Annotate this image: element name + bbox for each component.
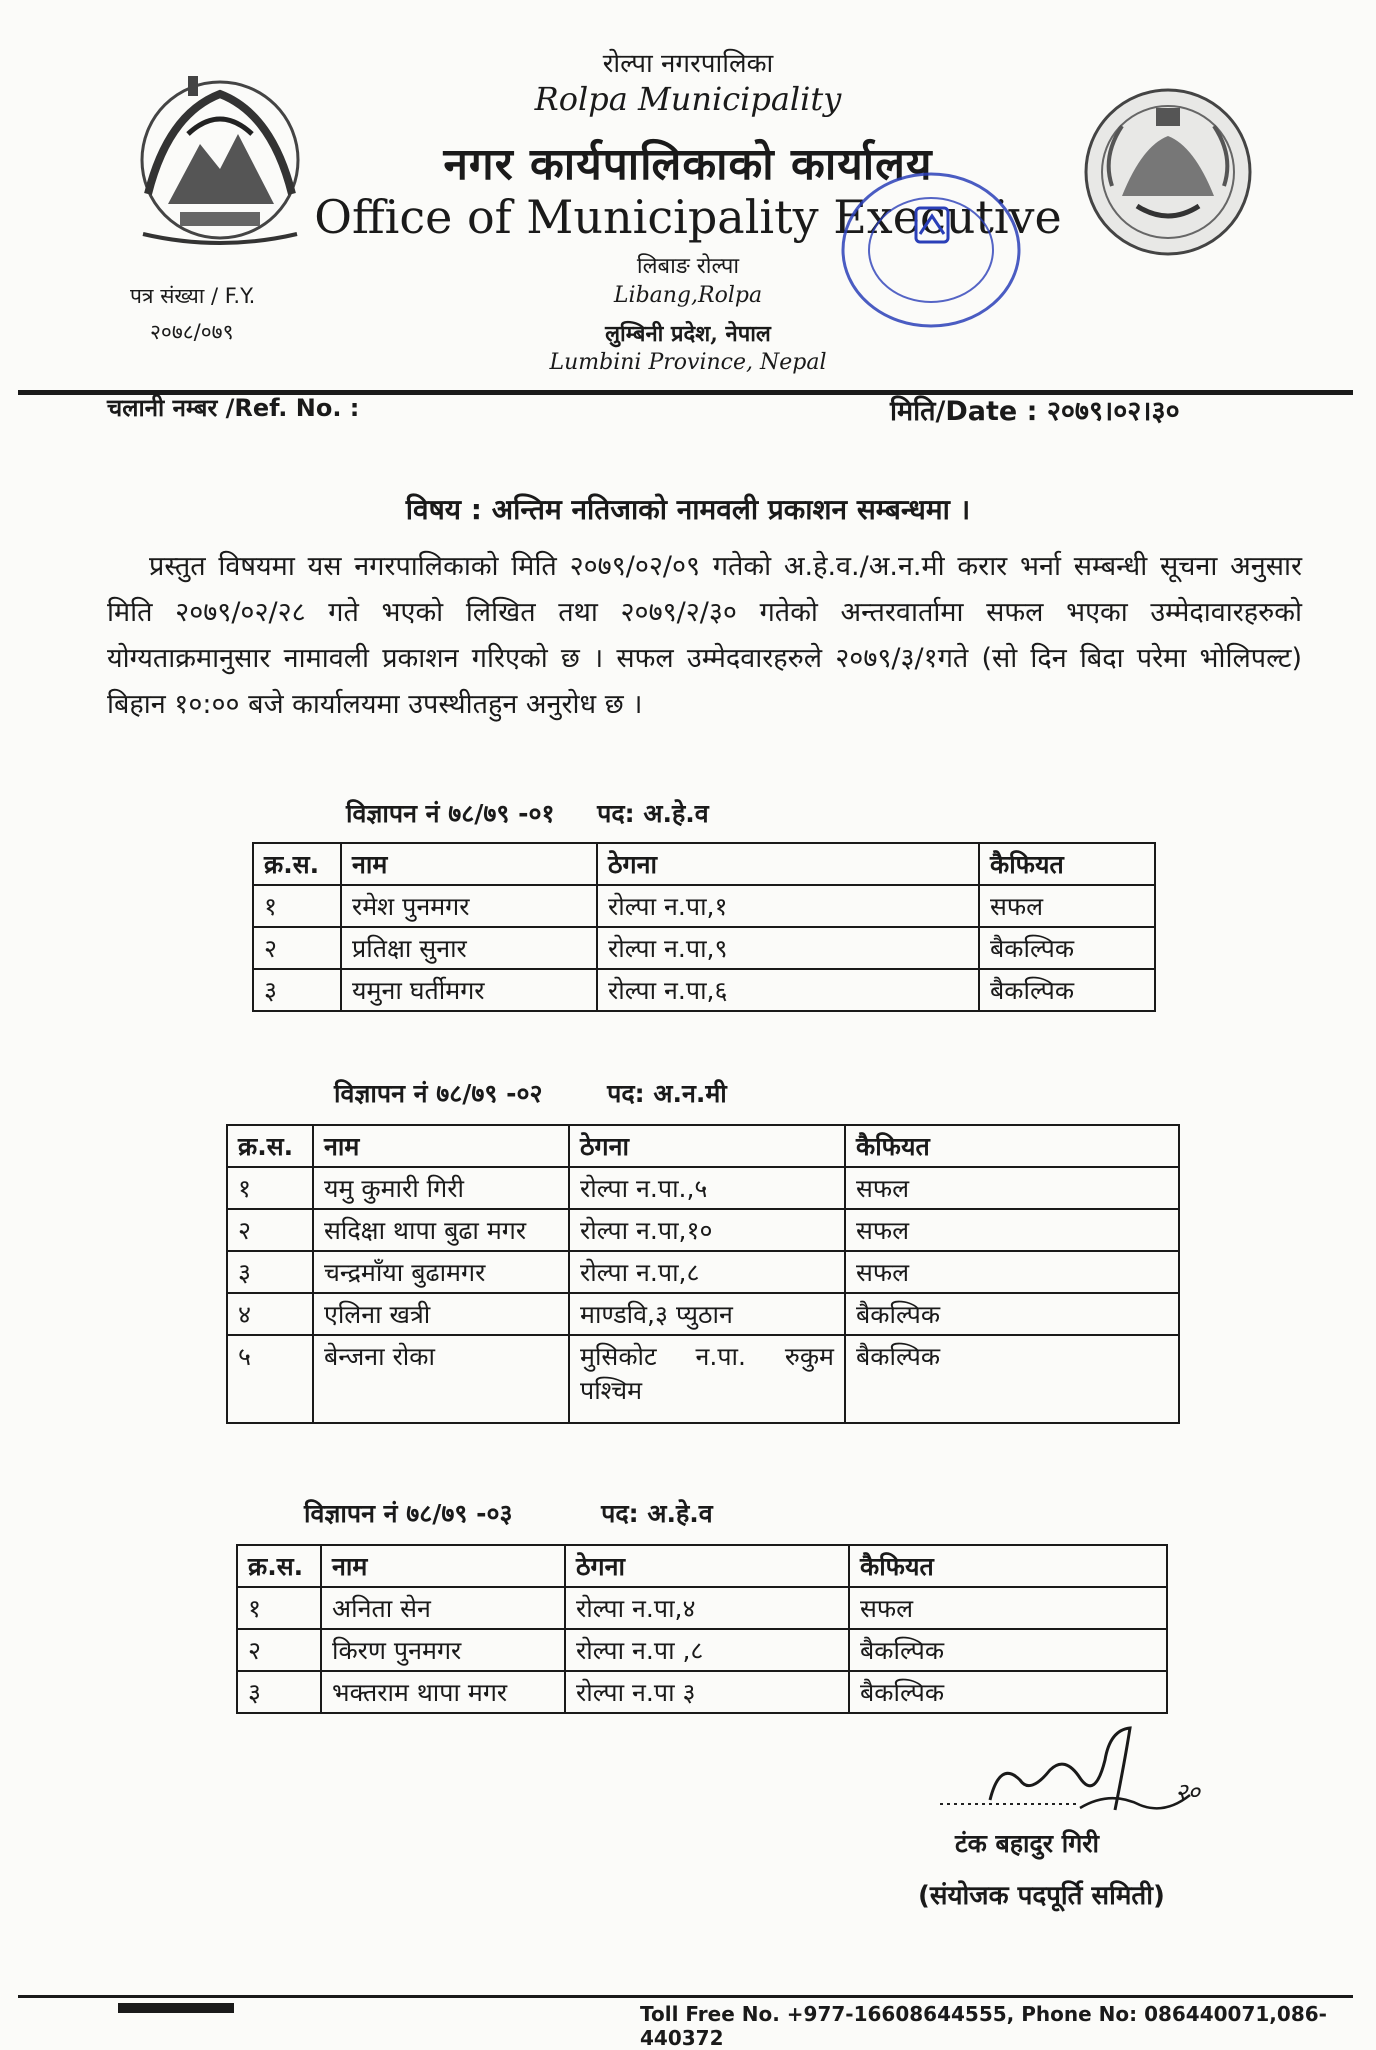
header-address: ठेगना <box>565 1545 849 1587</box>
table-row <box>237 1587 1167 1629</box>
cell-sn: १ <box>253 885 341 927</box>
office-name-english: Office of Municipality Executive <box>314 190 1062 244</box>
municipality-name-english: Rolpa Municipality <box>534 80 842 118</box>
table-2-ad-no: विज्ञापन नं ७८/७९ -०२ <box>334 1079 543 1108</box>
cell-sn: ३ <box>237 1671 321 1713</box>
table-1-post: पद: अ.हे.व <box>597 799 709 828</box>
cell-sn: १ <box>227 1167 313 1209</box>
cell-sn: ३ <box>227 1251 313 1293</box>
cell-address: माण्डवि,३ प्युठान <box>569 1293 845 1335</box>
header-address: ठेगना <box>569 1125 845 1167</box>
table-row <box>227 1335 1179 1423</box>
header-sn: क्र.स. <box>253 843 341 885</box>
table-row-header <box>237 1545 1167 1587</box>
handwritten-signature <box>930 1720 1250 1830</box>
table-row <box>237 1671 1167 1713</box>
results-table-2 <box>226 1124 1180 1424</box>
signatory-name: टंक बहादुर गिरी <box>955 1829 1099 1858</box>
footer-bar <box>118 2003 234 2013</box>
table-row <box>227 1209 1179 1251</box>
header-sn: क्र.स. <box>227 1125 313 1167</box>
cell-name: सदिक्षा थापा बुढा मगर <box>313 1209 569 1251</box>
office-name-nepali: नगर कार्यपालिकाको कार्यालय <box>443 139 933 190</box>
cell-address: रोल्पा न.पा,६ <box>597 969 979 1011</box>
fy-value: २०७८/०७९ <box>150 320 234 344</box>
office-stamp <box>836 168 1026 338</box>
table-2-post: पद: अ.न.मी <box>607 1079 727 1108</box>
table-3-caption <box>304 1496 713 1530</box>
cell-sn: ४ <box>227 1293 313 1335</box>
table-3-post: पद: अ.हे.व <box>601 1499 713 1528</box>
results-table-3 <box>236 1544 1168 1714</box>
cell-name: प्रतिक्षा सुनार <box>341 927 597 969</box>
cell-address: रोल्पा न.पा ,८ <box>565 1629 849 1671</box>
cell-address: रोल्पा न.पा ३ <box>565 1671 849 1713</box>
province-english: Lumbini Province, Nepal <box>549 350 827 375</box>
table-row <box>227 1251 1179 1293</box>
signatory-role: (संयोजक पदपूर्ति समिती) <box>918 1881 1165 1911</box>
table-row <box>253 885 1155 927</box>
table-2-caption <box>334 1076 727 1110</box>
notice-body: प्रस्तुत विषयमा यस नगरपालिकाको मिति २०७९/०२/०९ गतेको अ.हे.व./अ.न.मी करार भर्ना सम्बन्धी सूचना अनुसार मिति २०७९/०२/२८ गते भएको लिखित तथा २०७९/२/३० गतेको अन्तरवार्तामा सफल भएका उम्मेदावारहरुको योग्यताक्रमानुसार नामावली प्रकाशन गरिएको छ । सफल उम्मेदवारहरुले २०७९/३/१गते (सो दिन बिदा परेमा भोलिपल्ट) बिहान १०:०० बजे कार्यालयमा उपस्थीतहुन अनुरोध छ । <box>107 551 1302 720</box>
cell-address: रोल्पा न.पा.,५ <box>569 1167 845 1209</box>
header-address: ठेगना <box>597 843 979 885</box>
cell-remarks: बैकल्पिक <box>849 1629 1167 1671</box>
cell-name: रमेश पुनमगर <box>341 885 597 927</box>
cell-name: चन्द्रमाँया बुढामगर <box>313 1251 569 1293</box>
date-label: मिति/Date : २०७९।०२।३० <box>890 396 1180 427</box>
subject-line: विषय : अन्तिम नतिजाको नामवली प्रकाशन सम्बन्धमा । <box>405 493 971 526</box>
cell-name: बेन्जना रोका <box>313 1335 569 1423</box>
location-english: Libang,Rolpa <box>613 283 763 308</box>
footer-contact: Toll Free No. +977-16608644555, Phone No: 086440071,086-440372 <box>640 2002 1327 2050</box>
header-remarks: कैफियत <box>979 843 1155 885</box>
cell-sn: ५ <box>227 1335 313 1423</box>
table-3-ad-no: विज्ञापन नं ७८/७९ -०३ <box>304 1499 513 1528</box>
fy-label: पत्र संख्या / F.Y. <box>130 284 256 308</box>
cell-address: रोल्पा न.पा,१० <box>569 1209 845 1251</box>
footer-rule <box>18 1995 1353 1998</box>
ref-no-label: चलानी नम्बर /Ref. No. : <box>107 394 360 422</box>
cell-name: किरण पुनमगर <box>321 1629 565 1671</box>
table-1-ad-no: विज्ञापन नं ७८/७९ -०१ <box>346 799 555 828</box>
cell-name: एलिना खत्री <box>313 1293 569 1335</box>
cell-sn: २ <box>237 1629 321 1671</box>
cell-sn: २ <box>227 1209 313 1251</box>
table-row <box>253 969 1155 1011</box>
cell-address: रोल्पा न.पा,८ <box>569 1251 845 1293</box>
header-sn: क्र.स. <box>237 1545 321 1587</box>
table-1-caption <box>346 796 709 830</box>
results-table-1 <box>252 842 1156 1012</box>
header-name: नाम <box>321 1545 565 1587</box>
cell-remarks: बैकल्पिक <box>979 927 1155 969</box>
location-nepali: लिबाङ रोल्पा <box>636 254 740 279</box>
cell-remarks: सफल <box>845 1167 1179 1209</box>
cell-sn: ३ <box>253 969 341 1011</box>
cell-sn: १ <box>237 1587 321 1629</box>
cell-remarks: बैकल्पिक <box>845 1293 1179 1335</box>
cell-name: भक्तराम थापा मगर <box>321 1671 565 1713</box>
cell-name: अनिता सेन <box>321 1587 565 1629</box>
header-name: नाम <box>341 843 597 885</box>
cell-sn: २ <box>253 927 341 969</box>
cell-remarks: बैकल्पिक <box>979 969 1155 1011</box>
province-nepali: लुम्बिनी प्रदेश, नेपाल <box>605 321 771 347</box>
table-row <box>237 1629 1167 1671</box>
header-name: नाम <box>313 1125 569 1167</box>
cell-remarks: सफल <box>979 885 1155 927</box>
cell-address: रोल्पा न.पा,१ <box>597 885 979 927</box>
cell-address: रोल्पा न.पा,९ <box>597 927 979 969</box>
cell-remarks: सफल <box>845 1251 1179 1293</box>
cell-address: रोल्पा न.पा,४ <box>565 1587 849 1629</box>
cell-remarks: सफल <box>845 1209 1179 1251</box>
cell-remarks: बैकल्पिक <box>845 1335 1179 1423</box>
table-row <box>227 1167 1179 1209</box>
header-remarks: कैफियत <box>849 1545 1167 1587</box>
cell-remarks: बैकल्पिक <box>849 1671 1167 1713</box>
table-row-header <box>227 1125 1179 1167</box>
cell-name: यमु कुमारी गिरी <box>313 1167 569 1209</box>
cell-remarks: सफल <box>849 1587 1167 1629</box>
cell-name: यमुना घर्तीमगर <box>341 969 597 1011</box>
municipality-name-nepali: रोल्पा नगरपालिका <box>602 49 774 79</box>
cell-address: मुसिकोट न.पा. रुकुम पश्चिम <box>569 1335 845 1423</box>
header-remarks: कैफियत <box>845 1125 1179 1167</box>
table-row-header <box>253 843 1155 885</box>
table-row <box>253 927 1155 969</box>
table-row <box>227 1293 1179 1335</box>
svg-text:२०: २० <box>1175 1778 1200 1806</box>
